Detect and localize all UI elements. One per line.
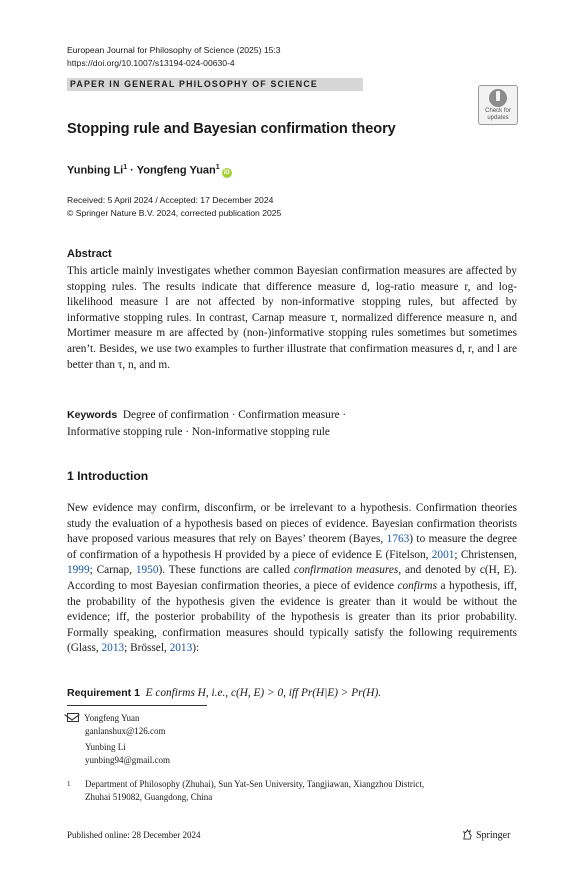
keywords-label: Keywords: [67, 409, 118, 421]
introduction-paragraph: [67, 501, 517, 657]
author-list: [67, 164, 232, 178]
citation-link[interactable]: 2001: [431, 548, 455, 561]
requirement-text: E confirms H, i.e., c(H, E) > 0, iff Pr(H|E) > Pr(H).: [145, 687, 382, 699]
citation-link[interactable]: 2013: [101, 642, 125, 655]
section-heading: 1 Introduction: [67, 469, 149, 483]
publisher-name: Springer: [476, 830, 511, 841]
category-label: PAPER IN GENERAL PHILOSOPHY OF SCIENCE: [70, 79, 318, 89]
text-run: ; Christensen,: [454, 548, 517, 561]
journal-citation: European Journal for Philosophy of Science (2025) 15:3: [67, 45, 281, 55]
affiliation-marker: 1: [123, 164, 128, 171]
text-run: ; Carnap,: [89, 564, 136, 577]
citation-link[interactable]: 1999: [67, 564, 90, 577]
text-run: , and denoted by c(H, E). According to most Bayesian confirmation theories, a piece of evidence: [67, 564, 517, 592]
text-run: ) to measure the degree of confirmation of a hypothesis H provided by a piece of evidence E (Fitelson,: [67, 533, 517, 561]
publisher-logo: [462, 829, 510, 841]
abstract-heading: Abstract: [67, 248, 112, 260]
update-icon: [489, 89, 507, 107]
author-name[interactable]: Yongfeng Yuan: [136, 164, 216, 177]
envelope-icon: [67, 713, 79, 722]
email-link[interactable]: ganlanshux@126.com: [85, 725, 166, 736]
text-run: ; Brössel,: [124, 642, 170, 655]
springer-horse-icon: [462, 829, 473, 840]
corresponding-author: Yongfeng Yuan: [84, 713, 140, 723]
text-run: New evidence may confirm, disconfirm, or be irrelevant to a hypothesis. Confirmation theories study the evaluation of a hypothesis based on pieces of evidence. Bayesian confirmation theorists have proposed various measures that rely on Bayes’ theorem (: [67, 502, 517, 546]
author-separator: ·: [127, 164, 137, 177]
text-run: a hypothesis, iff, the probability of the hypothesis given the evidence is greater than it would be without the evidence; iff, the posterior probability of the hypothesis is greater than its prior probability. Formally speaking, confirmation measures should typically satisfy the following requirements (Glass,: [67, 579, 518, 655]
citation-link[interactable]: 1950: [135, 564, 159, 577]
coauthor-name: Yunbing Li: [85, 742, 126, 752]
doi-link[interactable]: https://doi.org/10.1007/s13194-024-00630-4: [67, 57, 235, 68]
citation-link[interactable]: 2013: [169, 642, 193, 655]
text-run: ). These functions are called: [158, 564, 294, 577]
emphasis: confirms: [397, 579, 437, 592]
received-accepted: Received: 5 April 2024 / Accepted: 17 December 2024: [67, 195, 274, 205]
abstract-text: This article mainly investigates whether common Bayesian confirmation measures are affected by stopping rules. The results indicate that difference measure d, log-ratio measure r, and log-likelihood measure l are not affected by non-informative stopping rules, but affected by informative stopping rules. In contrast, Carnap measure τ, normalized difference measure n, and Mortimer measure m are affected by (non-)informative stopping rules sometimes but sometimes aren’t. Besides, we use two examples to further illustrate that confirmation measures d, r, and l are better than τ, n, and m.: [67, 265, 517, 371]
affiliation-line2: Zhuhai 519082, Guangdong, China: [85, 791, 213, 802]
keywords: [67, 407, 517, 441]
check-for-updates-badge[interactable]: [478, 85, 518, 125]
correspondence: [67, 712, 170, 766]
requirement-1: [67, 687, 517, 699]
affiliation: [67, 778, 507, 803]
publication-dates: [67, 194, 281, 220]
citation-link[interactable]: 1763: [386, 533, 410, 546]
journal-header: [67, 44, 281, 69]
affiliation-marker: 1: [215, 164, 220, 171]
author-name[interactable]: Yunbing Li: [67, 164, 124, 177]
affiliation-number: 1: [67, 780, 71, 788]
keywords-line2: Informative stopping rule · Non-informative stopping rule: [67, 426, 330, 438]
badge-line2: updates: [487, 114, 509, 121]
category-banner: [67, 78, 363, 91]
keywords-line1: Degree of confirmation · Confirmation measure ·: [122, 409, 347, 421]
footnote-divider: [67, 705, 207, 706]
article-title: Stopping rule and Bayesian confirmation theory: [67, 121, 396, 137]
copyright-line: © Springer Nature B.V. 2024, corrected publication 2025: [67, 208, 282, 218]
citation-text: Bayes,: [352, 533, 387, 546]
requirement-label: Requirement 1: [67, 687, 140, 699]
emphasis: confirmation measures: [293, 564, 399, 577]
affiliation-line1: Department of Philosophy (Zhuhai), Sun Yat-Sen University, Tangjiawan, Xiangzhou District,: [85, 779, 425, 789]
badge-line1: Check for: [485, 108, 511, 114]
text-run: ):: [192, 642, 200, 655]
orcid-icon[interactable]: iD: [223, 169, 230, 176]
email-link[interactable]: yunbing94@gmail.com: [85, 754, 171, 765]
published-online: Published online: 28 December 2024: [67, 830, 201, 840]
